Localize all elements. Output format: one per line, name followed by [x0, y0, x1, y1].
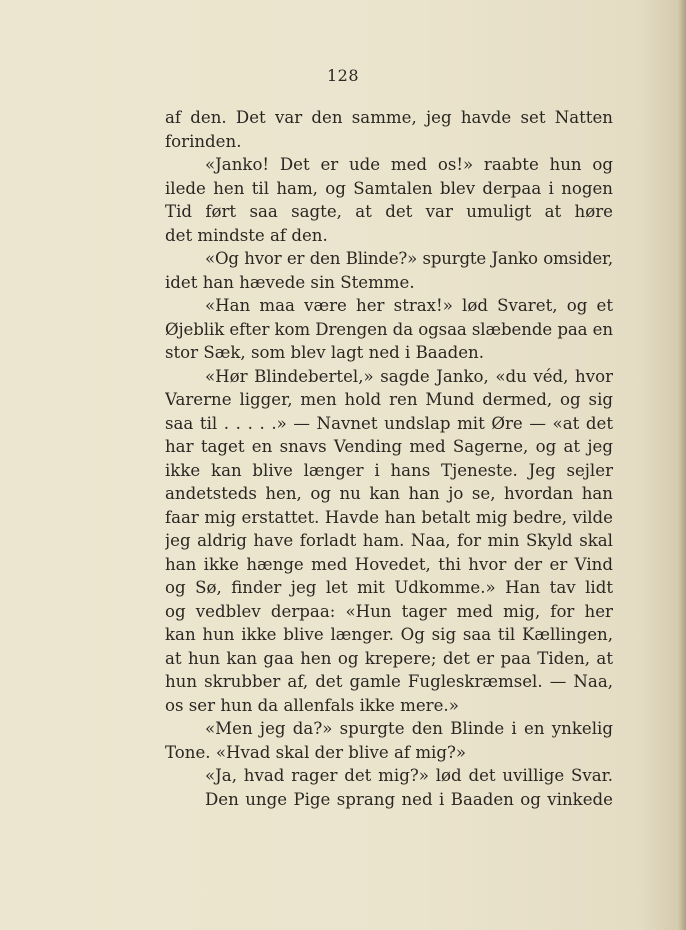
text-line: Varerne ligger, men hold ren Mund dermed, og sig — [165, 390, 613, 409]
text-line: af den. Det var den samme, jeg havde set Natten — [165, 108, 613, 127]
text-line: faar mig erstattet. Havde han betalt mig bedre, vilde — [165, 507, 613, 527]
text-line: det mindste af den. — [165, 225, 328, 245]
text-line: har taget en snavs Vending med Sagerne, og at jeg — [165, 437, 613, 456]
text-line: ilede hen til ham, og Samtalen blev derpaa i nogen — [165, 178, 613, 198]
text-line: «Han maa være her strax!» lød Svaret, og et — [205, 296, 613, 315]
text-line: Øjeblik efter kom Drengen da ogsaa slæbende paa en — [165, 319, 613, 339]
text-line: Tid ført saa sagte, at det var umuligt at høre — [165, 202, 613, 221]
text-line: forinden. — [165, 131, 242, 151]
text-line: og Sø, finder jeg let mit Udkomme.» Han tav lidt — [165, 578, 613, 597]
text-line: ikke kan blive længer i hans Tjeneste. Jeg sejler — [165, 460, 613, 480]
text-line: at hun kan gaa hen og krepere; det er paa Tiden, at — [165, 648, 613, 668]
text-line: Den unge Pige sprang ned i Baaden og vinkede — [205, 789, 613, 809]
text-line: Tone. «Hvad skal der blive af mig?» — [165, 742, 467, 762]
text-line: jeg aldrig have forladt ham. Naa, for min Skyld skal — [165, 531, 613, 550]
text-line: «Men jeg da?» spurgte den Blinde i en ynkelig — [205, 719, 613, 738]
text-line: og vedblev derpaa: «Hun tager med mig, for her — [165, 601, 613, 621]
page-edge-shadow — [678, 0, 686, 930]
text-line: andetsteds hen, og nu kan han jo se, hvordan han — [165, 484, 613, 503]
page-number: 128 — [326, 66, 360, 85]
text-line: «Og hvor er den Blinde?» spurgte Janko omsider, — [205, 249, 613, 268]
text-line: stor Sæk, som blev lagt ned i Baaden. — [165, 343, 485, 362]
body-text — [165, 106, 613, 811]
text-line: saa til . . . . .» — Navnet undslap mit Øre — «at det — [165, 413, 613, 433]
text-line: «Hør Blindebertel,» sagde Janko, «du véd, hvor — [205, 366, 613, 386]
text-line: «Janko! Det er ude med os!» raabte hun og — [205, 155, 613, 174]
text-line: han ikke hænge med Hovedet, thi hvor der er Vind — [165, 554, 613, 574]
text-line: idet han hævede sin Stemme. — [165, 272, 415, 292]
text-line: «Ja, hvad rager det mig?» lød det uvillige Svar. — [205, 766, 613, 785]
text-line: kan hun ikke blive længer. Og sig saa til Kællingen, — [165, 625, 613, 644]
text-line: os ser hun da allenfals ikke mere.» — [165, 695, 459, 715]
text-line: hun skrubber af, det gamle Fugleskræmsel. — Naa, — [165, 672, 613, 691]
